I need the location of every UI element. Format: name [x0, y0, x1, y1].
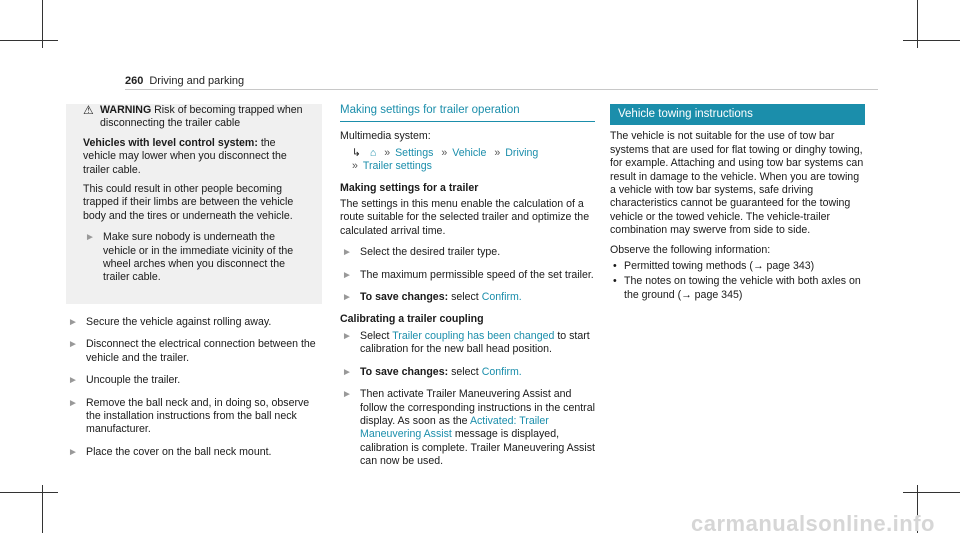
menu-path [340, 147, 595, 174]
menu-trailer-coupling-changed: Trailer coupling has been changed [392, 329, 555, 342]
step-text: Remove the ball neck and, in doing so, observe the installation instructions from the ball neck manufacturer. [86, 396, 310, 436]
list-item [610, 260, 865, 273]
warning-step [83, 231, 310, 285]
crop-mark [903, 492, 960, 493]
step-list [66, 316, 322, 459]
step-arrow-icon: ► [342, 366, 352, 378]
column-left [66, 104, 322, 468]
warning-heading [83, 104, 310, 131]
path-separator-icon: » [441, 146, 448, 159]
menu-driving: Driving [505, 146, 539, 159]
step-arrow-icon: ► [342, 330, 352, 342]
page-number: 260 [125, 75, 144, 87]
list-item [610, 275, 865, 302]
confirm-link: Confirm. [481, 365, 522, 378]
path-separator-icon: » [352, 160, 358, 173]
list-item [66, 446, 322, 459]
warning-sub-heading: Vehicles with level control system: [83, 136, 258, 149]
warning-box [66, 104, 322, 304]
list-item [340, 269, 595, 282]
observe-text: Observe the following information: [610, 243, 771, 256]
step-text: Select the desired trailer type. [360, 246, 501, 259]
save-label: To save changes: [360, 291, 449, 304]
menu-trailer-settings: Trailer settings [362, 160, 432, 173]
towing-para: The vehicle is not suitable for the use of tow bar systems that are used for flat towing or dinghy towing, for example. Attaching and using tow bar systems can result in damage to the vehicle. When you are towing a vehicle with tow bar systems, safe driving characteristics cannot be guaranteed for the towing vehicle or the towed vehicle. The vehicle-trailer combination may swerve from side to side. [610, 130, 864, 237]
column-middle [340, 104, 595, 478]
activated-message: Activated: Trailer Maneuvering Assist [360, 414, 549, 441]
list-item [66, 316, 322, 329]
home-icon: ⌂ [369, 146, 377, 159]
column-right [610, 104, 865, 304]
list-item [340, 330, 595, 357]
making-text: The settings in this menu enable the calculation of a route suitable for the selected trailer and optimize the calculated arrival time. [340, 198, 590, 237]
select-text: Select [360, 329, 390, 342]
warning-triangle-icon: ⚠ [83, 103, 94, 117]
select-text: select [451, 365, 479, 378]
list-item [66, 374, 322, 387]
list-item [340, 388, 595, 468]
bullet-text: Permitted towing methods (→ page 343) [624, 260, 815, 273]
bullet-text: The notes on towing the vehicle with both axles on the ground (→ page 345) [624, 275, 861, 301]
list-item [66, 397, 322, 437]
crop-mark [903, 40, 960, 41]
step-text: Uncouple the trailer. [86, 374, 181, 387]
step-text: Then activate Trailer Maneuvering Assist and follow the corresponding instructions in the central display. As soon as the [360, 388, 595, 427]
calibration-title: Calibrating a trailer coupling [340, 313, 484, 326]
warning-label: WARNING [100, 104, 152, 116]
warning-lead: Risk of becoming trapped when disconnecting the trailer cable [100, 104, 303, 130]
step-text: message is displayed, calibration is complete. Trailer Maneuvering Assist can now be used. [360, 428, 595, 468]
crop-mark [0, 492, 58, 493]
list-item [340, 246, 595, 259]
watermark: carmanualsonline.info [691, 510, 935, 536]
bullet-icon: • [613, 260, 617, 273]
section-title: Making settings for trailer operation [340, 104, 595, 122]
page-header [125, 75, 244, 88]
list-item [340, 366, 595, 379]
chapter-title: Driving and parking [149, 75, 245, 87]
step-arrow-icon: ► [342, 247, 352, 259]
menu-settings: Settings [395, 146, 434, 159]
making-title: Making settings for a trailer [340, 181, 479, 194]
path-arrow-icon: ↳ [352, 146, 361, 159]
warning-sub [83, 137, 310, 177]
list-item [340, 291, 595, 304]
crop-mark [0, 40, 58, 41]
step-text: to start calibration for the new ball head position. [360, 329, 590, 356]
step-arrow-icon: ► [68, 397, 78, 409]
bullet-icon: • [613, 275, 617, 288]
menu-vehicle: Vehicle [452, 146, 487, 159]
step-arrow-icon: ► [342, 292, 352, 304]
step-arrow-icon: ► [342, 269, 352, 281]
intro-text: Multimedia system: [340, 130, 431, 143]
path-separator-icon: » [384, 146, 391, 159]
save-label: To save changes: [360, 365, 449, 378]
warning-para: This could result in other people becoming trapped if their limbs are between the vehicle body and the tires or underneath the vehicle. [83, 183, 294, 222]
step-arrow-icon: ► [68, 375, 78, 387]
step-text: Disconnect the electrical connection between the vehicle and the trailer. [86, 338, 316, 364]
section-title-bar: Vehicle towing instructions [610, 104, 865, 125]
step-arrow-icon: ► [68, 316, 78, 328]
step-arrow-icon: ► [85, 232, 95, 244]
path-separator-icon: » [494, 146, 501, 159]
step-text: Place the cover on the ball neck mount. [86, 445, 272, 458]
header-rule [125, 89, 878, 90]
select-text: select [451, 291, 479, 304]
step-text: Secure the vehicle against rolling away. [86, 315, 272, 328]
step-arrow-icon: ► [68, 446, 78, 458]
list-item [66, 338, 322, 365]
warning-step-text: Make sure nobody is underneath the vehicle or in the immediate vicinity of the wheel arches when you disconnect the trailer cable. [103, 231, 294, 284]
step-arrow-icon: ► [68, 339, 78, 351]
step-arrow-icon: ► [342, 389, 352, 401]
warning-sub-text: the vehicle may lower when you disconnect the trailer cable. [83, 136, 287, 176]
step-text: The maximum permissible speed of the set trailer. [360, 268, 594, 281]
confirm-link: Confirm. [481, 291, 522, 304]
